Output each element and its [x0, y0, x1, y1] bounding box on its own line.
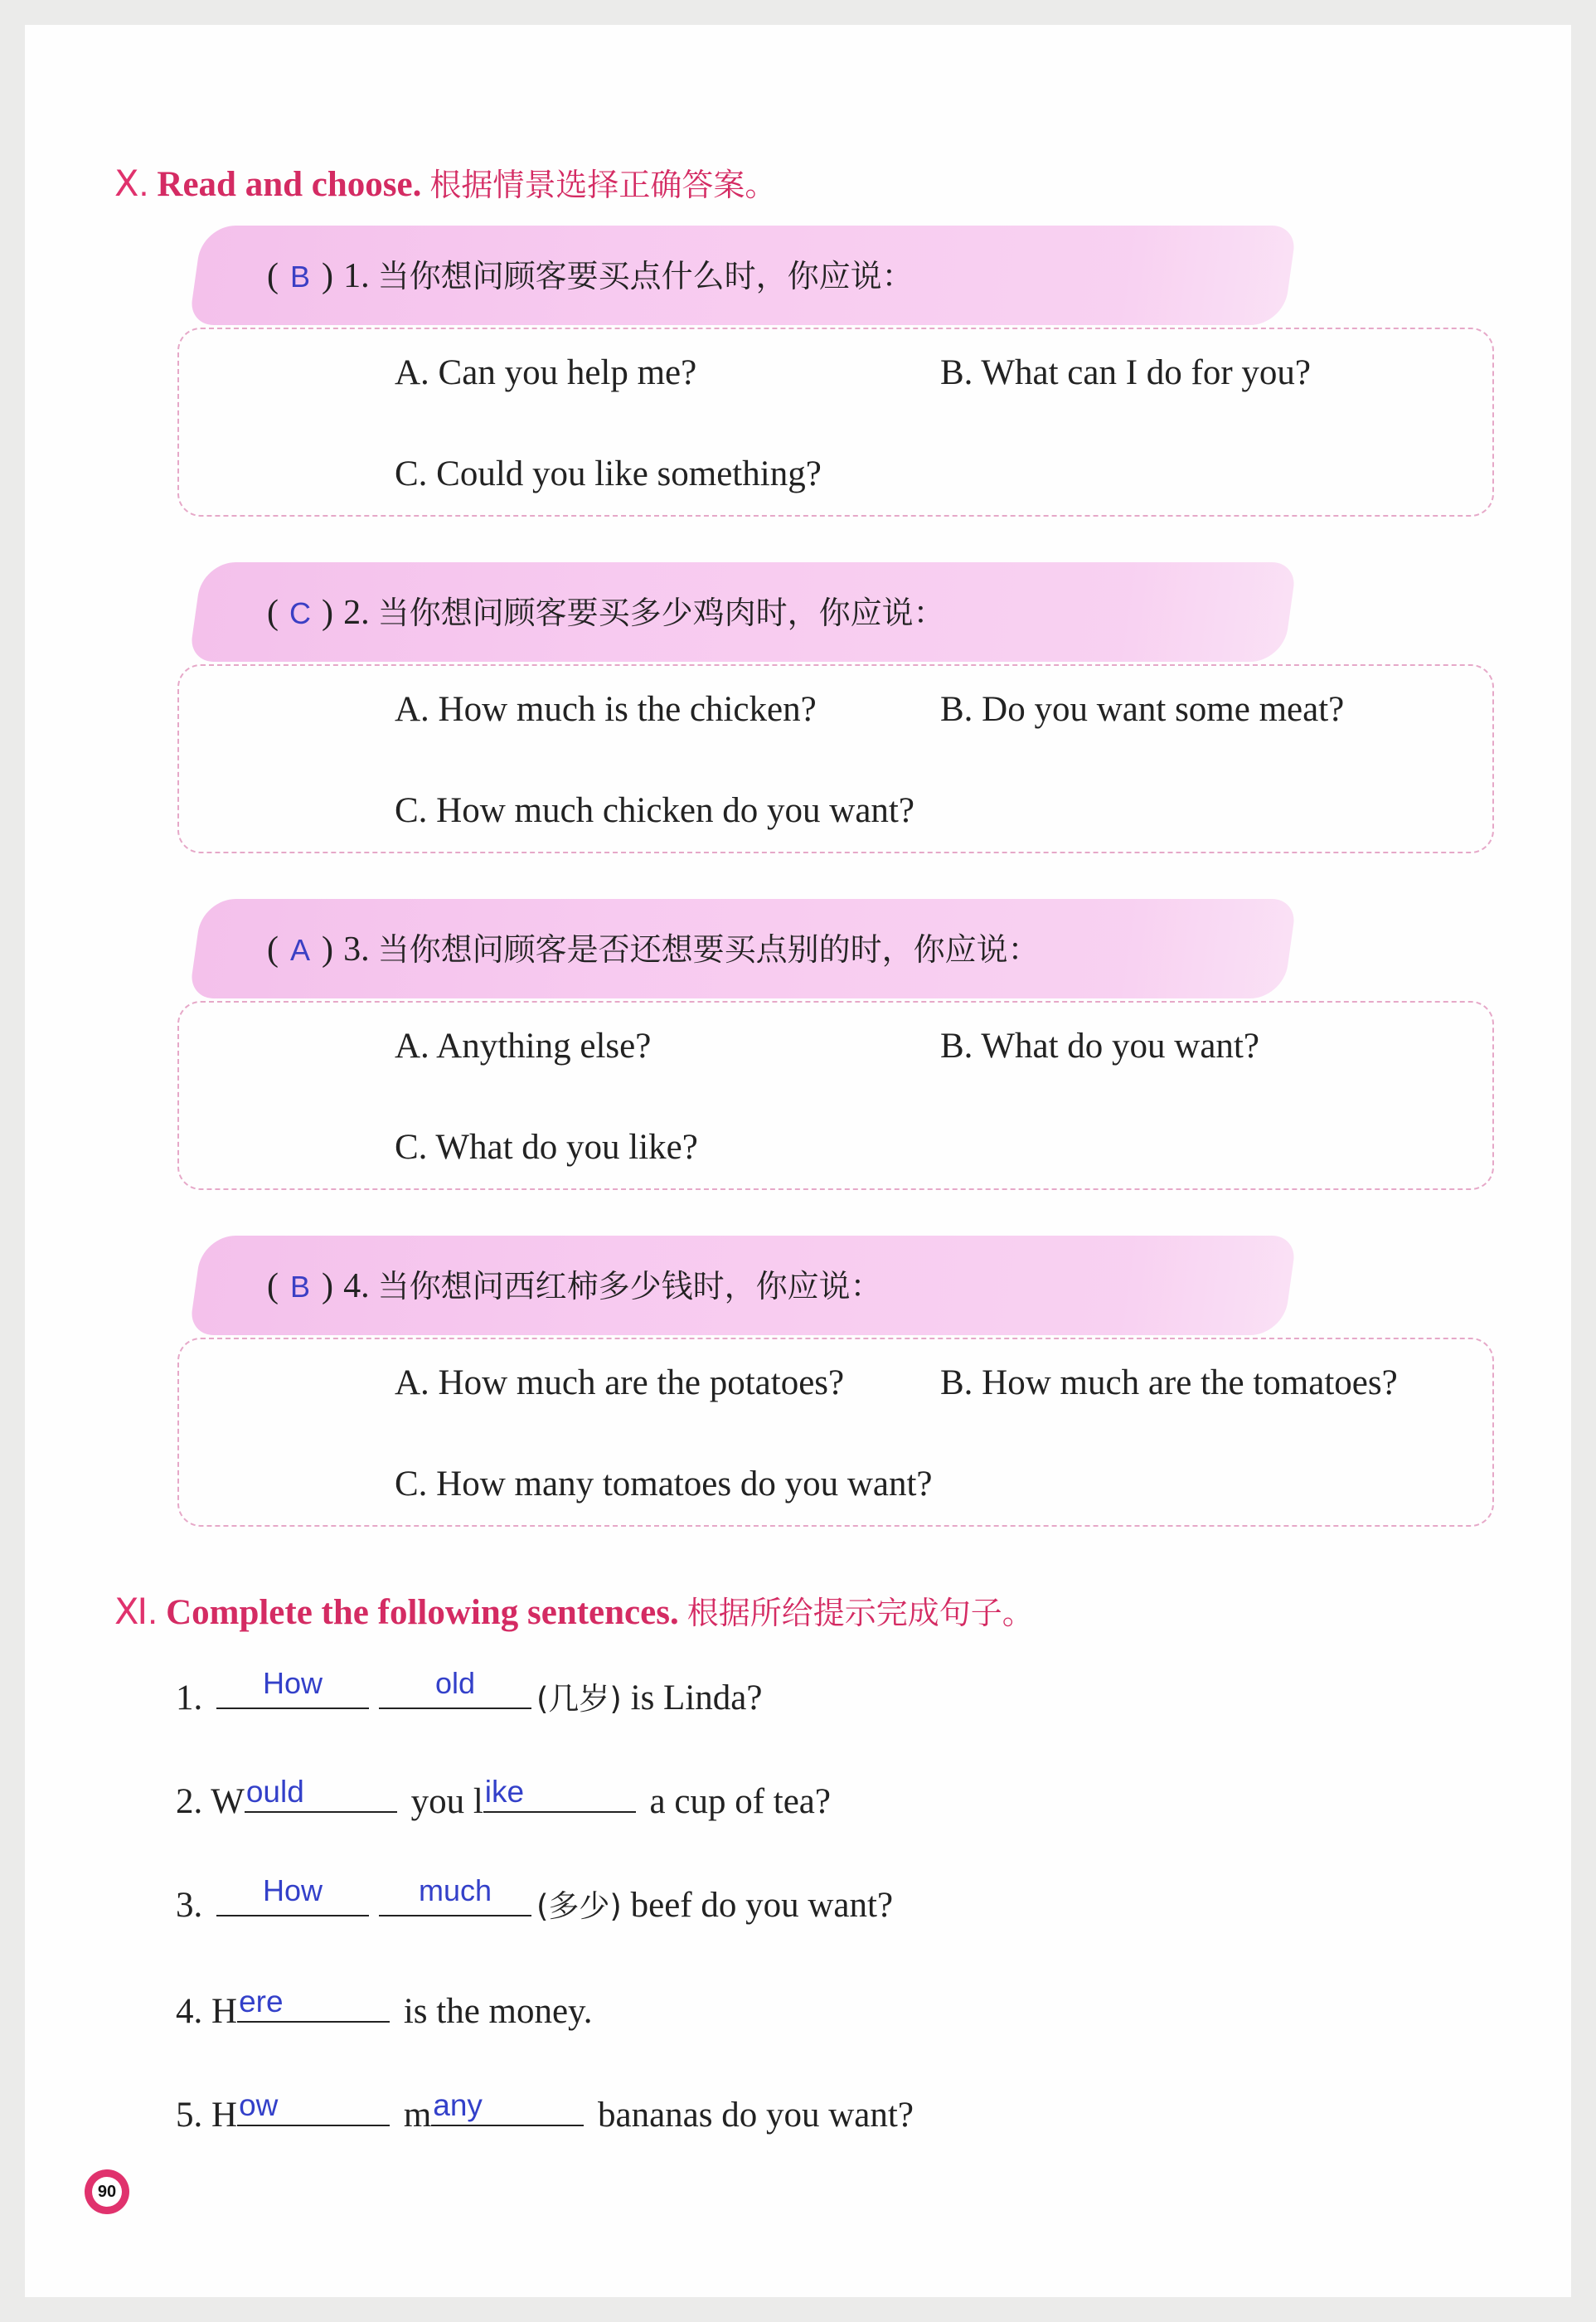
sentence-5: 5. H ow m any bananas do you want? — [176, 2088, 914, 2135]
question-2-option-a: A. How much is the chicken? — [395, 690, 817, 729]
question-3-answer: A — [289, 933, 310, 967]
question-1-prompt: ( B ) 1. 当你想问顾客要买点什么时，你应说： — [267, 257, 914, 295]
sentence-3: 3. How much (多少) beef do you want? — [176, 1873, 894, 1925]
question-3-prompt: ( A ) 3. 当你想问顾客是否还想要买点别的时，你应说： — [267, 930, 1040, 969]
sentence-3-blank-1[interactable]: How — [216, 1878, 369, 1916]
sentence-1-blank-1[interactable]: How — [216, 1671, 369, 1709]
page-number-badge — [85, 2169, 129, 2214]
sentence-4: 4. H ere is the money. — [176, 1984, 593, 2031]
sentence-1-blank-2[interactable]: old — [379, 1671, 531, 1709]
sentence-3-blank-2[interactable]: much — [379, 1878, 531, 1916]
question-1-option-c: C. Could you like something? — [395, 454, 822, 493]
sentence-2-blank-2[interactable]: ike — [483, 1775, 636, 1813]
page-number: 90 — [92, 2177, 122, 2207]
question-3-option-a: A. Anything else? — [395, 1027, 652, 1066]
question-4-option-a: A. How much are the potatoes? — [395, 1363, 845, 1402]
question-4-answer: B — [289, 1270, 310, 1304]
sentence-2: 2. W ould you l ike a cup of tea? — [176, 1775, 831, 1821]
sentence-5-blank-1[interactable]: ow — [237, 2088, 390, 2126]
question-1-answer: B — [289, 260, 310, 294]
question-4-prompt: ( B ) 4. 当你想问西红柿多少钱时，你应说： — [267, 1267, 882, 1305]
question-4-option-b: B. How much are the tomatoes? — [940, 1363, 1398, 1402]
question-2-option-c: C. How much chicken do you want? — [395, 791, 914, 830]
question-2-option-b: B. Do you want some meat? — [940, 690, 1345, 729]
section-10-title: Ⅹ. Read and choose. 根据情景选择正确答案。 — [114, 164, 777, 204]
question-2-answer: C — [289, 596, 311, 630]
question-3-options — [177, 1001, 1494, 1190]
sentence-2-blank-1[interactable]: ould — [245, 1775, 397, 1813]
section-11-title: Ⅺ. Complete the following sentences. 根据所给提示完成句子。 — [114, 1592, 1034, 1632]
sentence-5-blank-2[interactable]: any — [431, 2088, 584, 2126]
question-3-option-c: C. What do you like? — [395, 1128, 698, 1167]
question-2-prompt: ( C ) 2. 当你想问顾客要买多少鸡肉时，你应说： — [267, 594, 945, 632]
sentence-4-blank-1[interactable]: ere — [237, 1984, 390, 2023]
question-1-option-b: B. What can I do for you? — [940, 353, 1311, 392]
sentence-1: 1. How old (几岁) is Linda? — [176, 1666, 763, 1717]
question-3-option-b: B. What do you want? — [940, 1027, 1259, 1066]
question-4-option-c: C. How many tomatoes do you want? — [395, 1465, 933, 1503]
question-1-option-a: A. Can you help me? — [395, 353, 697, 392]
